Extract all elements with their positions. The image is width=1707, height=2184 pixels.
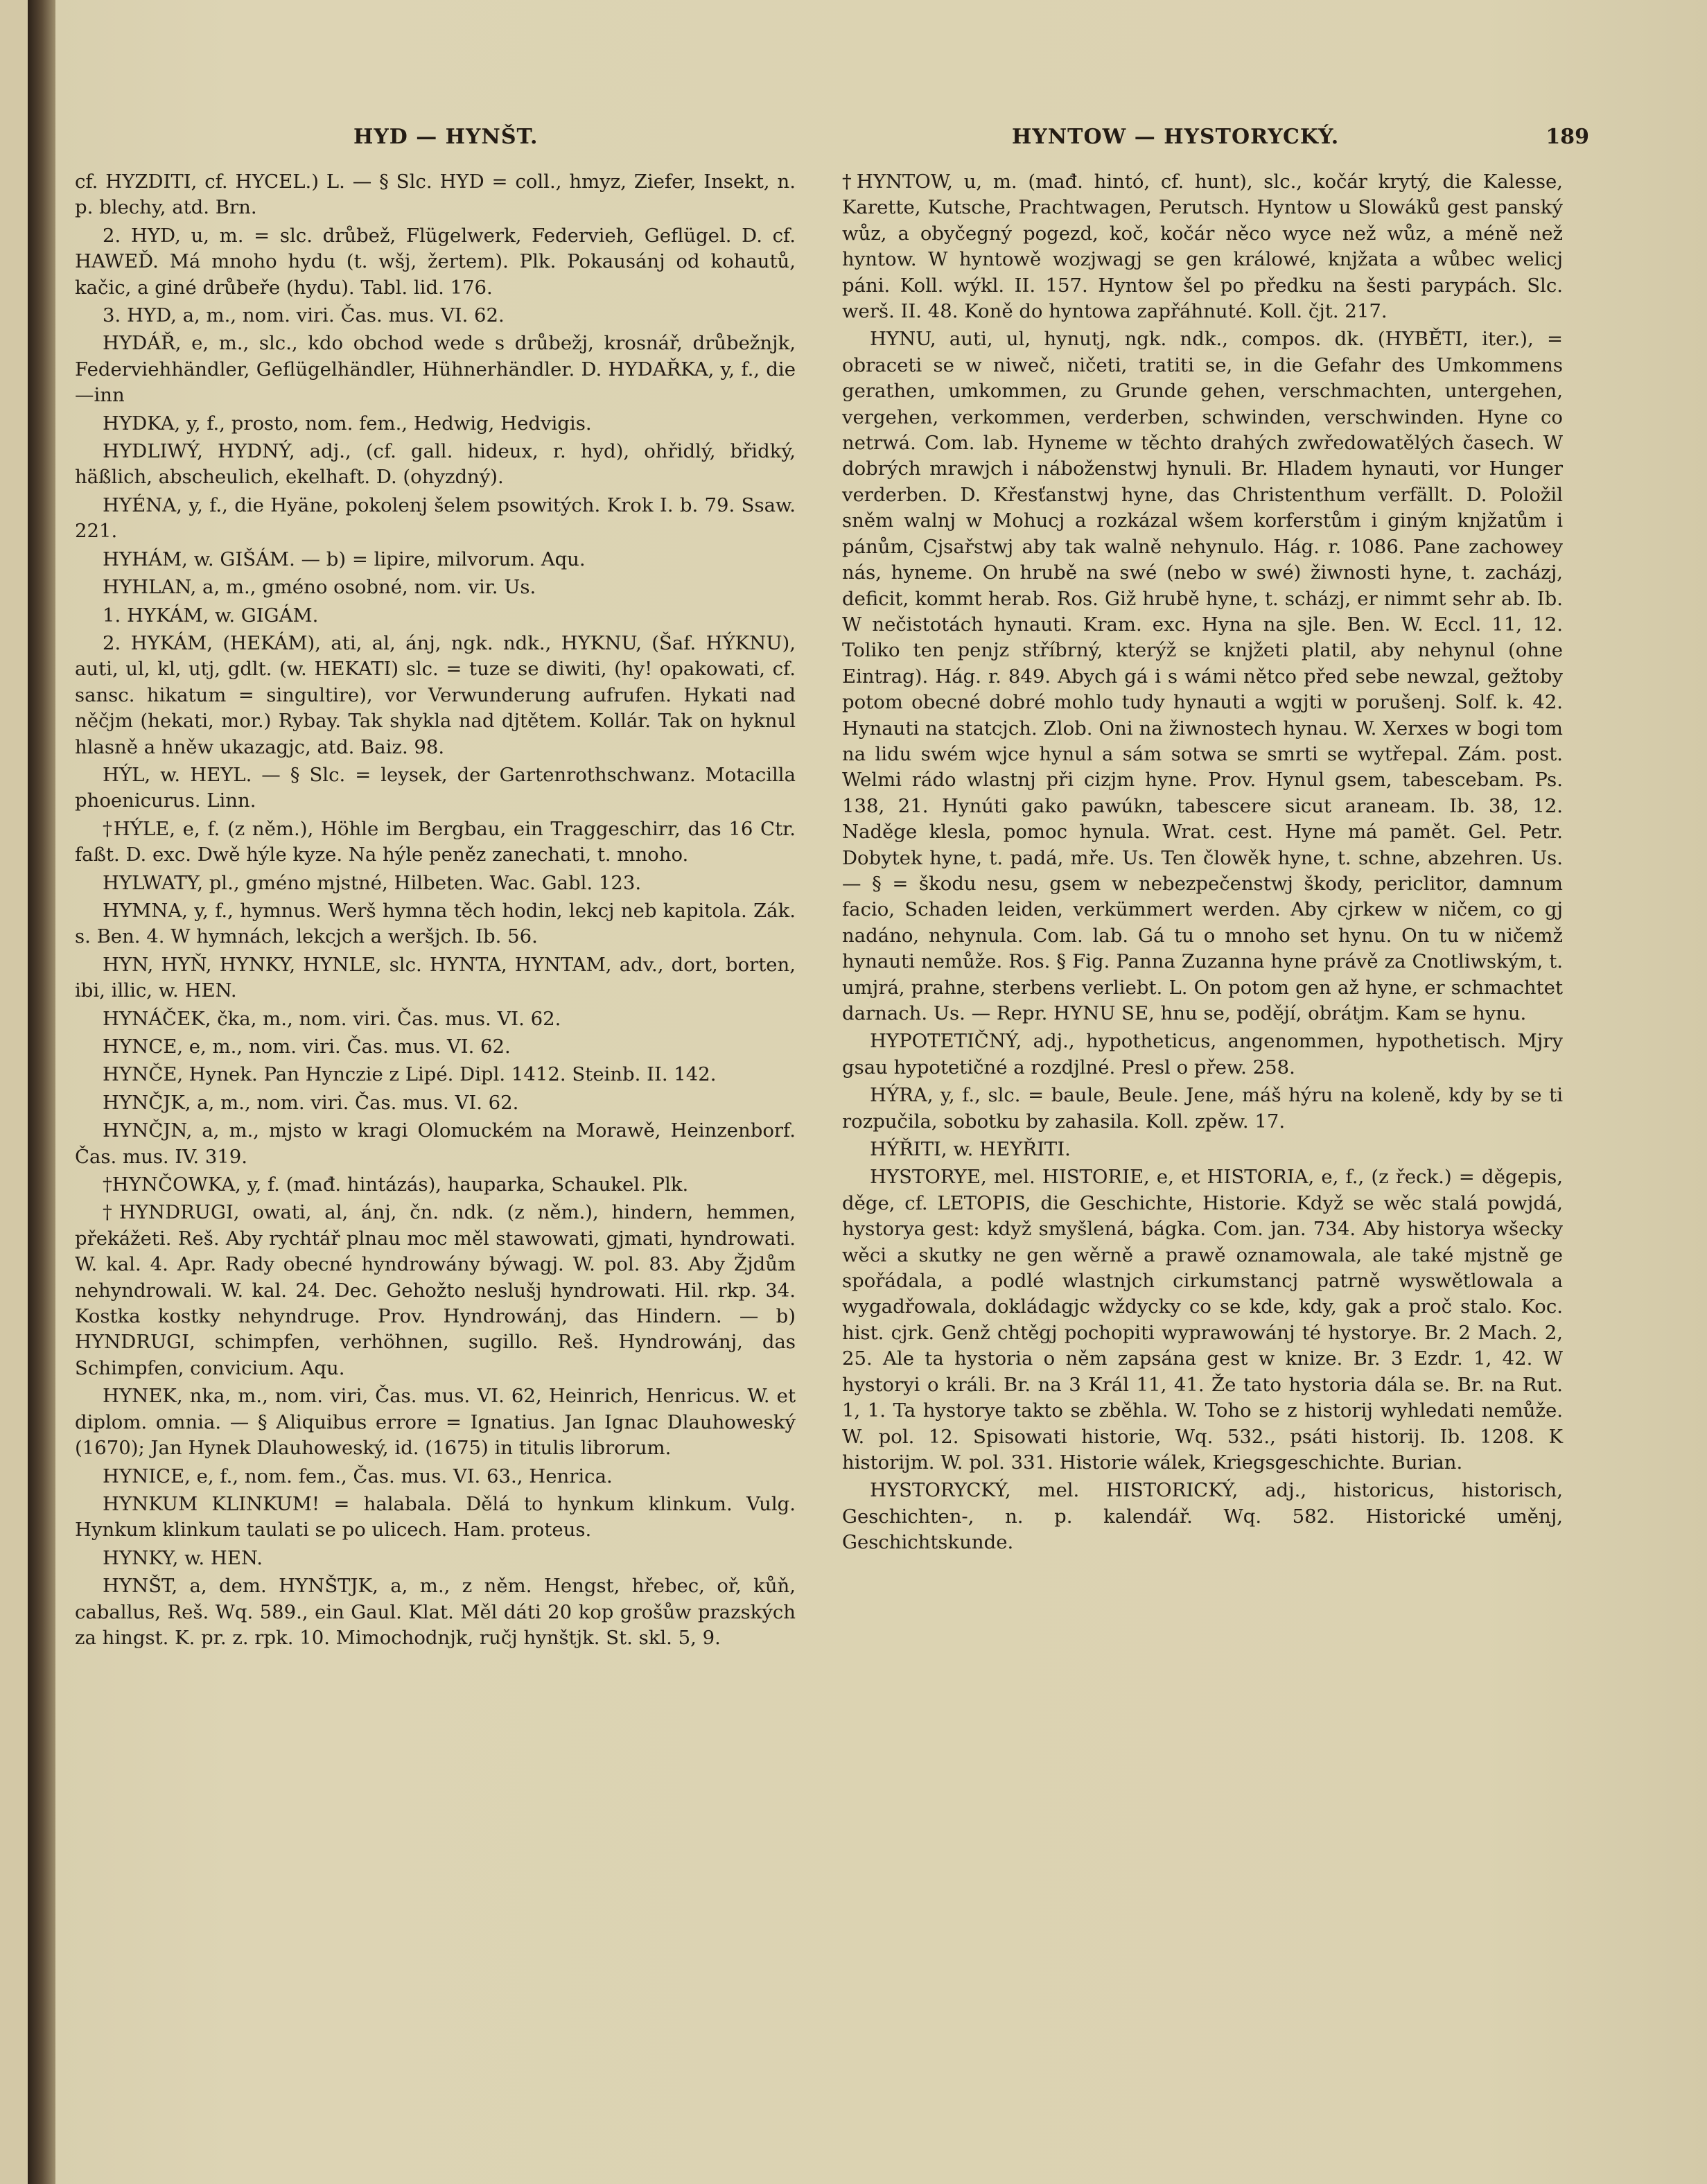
right-column <box>842 169 1563 1558</box>
dictionary-entry: HYNU, auti, ul, hynutj, ngk. ndk., compos. dk. (HYBĚTI, iter.), = obraceti se w niweč, ničeti, tratiti se, in die Gefahr des Umkommens gerathen, umkommen, zu Grunde gehen, verschmachten, untergehen, vergehen, verkommen, verderben, schwinden, verschwinden. Hyne co netrwá. Com. lab. Hyneme w těchto drahých zwředowatělých časech. W dobrých mrawjch i náboženstwj hynuli. Br. Hladem hynauti, vor Hunger verderben. D. Křesťanstwj hyne, das Christenthum verfällt. D. Položil sněm walnj w Mohucj a rozkázal wšem korferstům i giným knjžatům i pánům, Cjsařstwj aby tak walně nehynulo. Hág. r. 1086. Pane zachowey nás, hyneme. On hrubě na swé (nebo w swé) žiwnosti hyne, t. zacházj, deficit, kommt herab. Ros. Giž hrubě hyne, t. scházj, er nimmt sehr ab. Ib. W nečistotách hynauti. Kram. exc. Hyna na sjle. Ben. W. Eccl. 11, 12. Toliko ten penjz stříbrný, kterýž se knjžeti platil, aby nehynul (ohne Eintrag). Hág. r. 849. Abych gá i s wámi nětco před sebe newzal, gežtoby potom obecné dobré mohlo tudy hynauti a wgjti w porušenj. Solf. k. 42. Hynauti na statcjch. Zlob. Oni na žiwnostech hynau. W. Xerxes w bogi tom na lidu swém wjce hynul a sám sotwa se smrti se wytřepal. Zám. post. Welmi rádo wlastnj při cizjm hyne. Prov. Hynul gsem, tabescebam. Ps. 138, 21. Hynúti gako pawúkn, tabescere sicut araneam. Ib. 38, 12. Naděge klesla, pomoc hynula. Wrat. cest. Hyne má pamět. Gel. Petr. Dobytek hyne, t. padá, mře. Us. Ten člowěk hyne, t. schne, abzehren. Us. — § = škodu nesu, gsem w nebezpečenstwj škody, periclitor, damnum facio, Schaden leiden, verkümmert werden. Aby cjrkew w ničem, co gj nadáno, nehynula. Com. lab. Gá tu o mnoho set hynu. On tu w ničemž hynauti nemůže. Ros. § Fig. Panna Zuzanna hyne právě za Cnotliwským, t. umjrá, prahne, sterbens verliebt. L. On potom gen až hyne, er schmachtet darnach. Us. — Repr. HYNU SE, hnu se, podějí, obrátjm. Kam se hynu. <box>842 328 1563 1024</box>
dictionary-entry: HYDKA, y, f., prosto, nom. fem., Hedwig, Hedvigis. <box>103 412 592 435</box>
dictionary-entry: HYDLIWÝ, HYDNÝ, adj., (cf. gall. hideux, r. hyd), ohřidlý, břidký, häßlich, abscheulich, ekelhaft. D. (ohyzdný). <box>75 440 796 489</box>
dictionary-entry: HYNICE, e, f., nom. fem., Čas. mus. VI. 63., Henrica. <box>103 1465 613 1487</box>
dictionary-entry: HYNEK, nka, m., nom. viri, Čas. mus. VI. 62, Heinrich, Henricus. W. et diplom. omnia. — § Aliquibus errore = Ignatius. Jan Ignac Dlauhoweský (1670); Jan Hynek Dlauhoweský, id. (1675) in titulis librorum. <box>75 1385 796 1460</box>
dictionary-entry: †HYNTOW, u, m. (mađ. hintó, cf. hunt), slc., kočár krytý, die Kalesse, Karette, Kutsche, Prachtwagen, Perutsch. Hyntow u Slowáků gest panský wůz, a obyčegný pogezd, koč, kočár něco wyce než wůz, a méně než hyntow. W hyntowě wozjwagj se gen králowé, knjžata a wůbec welicj páni. Koll. wýkl. II. 157. Hyntow šel po předku na šesti parypách. Slc. werš. II. 48. Koně do hyntowa zapřáhnuté. Koll. čjt. 217. <box>842 171 1563 323</box>
dictionary-entry: HYHLAN, a, m., gméno osobné, nom. vir. Us. <box>103 576 536 599</box>
book-gutter <box>28 0 55 2184</box>
running-head-right: HYNTOW — HYSTORYCKÝ. <box>1012 125 1340 149</box>
dictionary-entry: HYSTORYCKÝ, mel. HISTORICKÝ, adj., historicus, historisch, Geschichten-, n. p. kalendář. Wq. 582. Historické uměnj, Geschichtskunde. <box>842 1479 1563 1554</box>
dictionary-entry: HYMNA, y, f., hymnus. Werš hymna těch hodin, lekcj neb kapitola. Zák. s. Ben. 4. W hymnách, lekcjch a weršjch. Ib. 56. <box>75 899 796 948</box>
dictionary-entry: HYNKUM KLINKUM! = halabala. Dělá to hynkum klinkum. Vulg. Hynkum klinkum taulati se po ulicech. Ham. proteus. <box>75 1492 796 1541</box>
dictionary-entry: HYÉNA, y, f., die Hyäne, pokolenj šelem psowitých. Krok I. b. 79. Ssaw. 221. <box>75 493 796 543</box>
dictionary-entry: 2. HYKÁM, (HEKÁM), ati, al, ánj, ngk. ndk., HYKNU, (Šaf. HÝKNU), auti, ul, kl, utj, gdlt. (w. HEKATI) slc. = tuze se diwiti, (hy! opakowati, cf. sansc. hikatum = singultire), vor Verwunderung aufrufen. Hykati nad něčjm (hekati, mor.) Rybay. Tak shykla nad djtětem. Kollár. Tak on hyknul hlasně a hněw ukazagjc, atd. Baiz. 98. <box>75 631 796 758</box>
dictionary-entry: HYNCE, e, m., nom. viri. Čas. mus. VI. 62. <box>103 1036 511 1058</box>
dictionary-entry: †HYNDRUGI, owati, al, ánj, čn. ndk. (z něm.), hindern, hemmen, překážeti. Reš. Aby rychtář plnau moc měl stawowati, gjmati, hyndrowati. W. kal. 4. Apr. Rady obecné hyndrowány býwagj. W. pol. 83. Aby Žjdům nehyndrowali. W. kal. 24. Dec. Gehožto neslušj hyndrowati. Hil. rkp. 34. Kostka kostky nehyndruge. Prov. Hyndrowánj, das Hindern. — b) HYNDRUGI, schimpfen, verhöhnen, sugillo. Reš. Hyndrowánj, das Schimpfen, convicium. Aqu. <box>75 1201 796 1379</box>
dictionary-entry: HÝŘITI, w. HEYŘITI. <box>870 1138 1071 1161</box>
dictionary-entry: HYSTORYE, mel. HISTORIE, e, et HISTORIA, e, f., (z řeck.) = děgepis, děge, cf. LETOPIS, die Geschichte, Historie. Když se wěc stalá powjdá, hystorya gest: když smyšlená, bágka. Com. jan. 734. Aby historya wšecky wěci a skutky ne gen wěrně a prawě oznamowala, ale také mjstně ge spořádala, a podlé wlastnjch cirkumstancj patrně wyswětlowala a wygadřowala, dokládagjc wždycky co se kde, kdy, gak a proč stalo. Koc. hist. cjrk. Genž chtěgj pochopiti wyprawowánj té hystorye. Br. 2 Mach. 2, 25. Ale ta hystoria o něm zapsána gest w knize. Br. 3 Ezdr. 1, 42. W hystoryi o králi. Br. na 3 Král 11, 41. Že tato hystoria dála se. Br. na Rut. 1, 1. Ta hystorye takto se zběhla. W. Toho se z historij wyhledati nemůže. W. pol. 12. Spisowati historie, Wq. 532., psáti historij. Ib. 1208. K historijm. W. pol. 331. Historie wálek, Kriegsgeschichte. Burian. <box>842 1166 1563 1474</box>
page-number: 189 <box>1546 125 1589 149</box>
dictionary-entry: HÝRA, y, f., slc. = baule, Beule. Jene, máš hýru na koleně, kdy by se ti rozpučila, sobotku by zahasila. Koll. zpěw. 17. <box>842 1084 1563 1133</box>
dictionary-entry: HYNKY, w. HEN. <box>103 1546 263 1569</box>
dictionary-entry: 1. HYKÁM, w. GIGÁM. <box>103 604 319 627</box>
dictionary-entry: HYLWATY, pl., gméno mjstné, Hilbeten. Wac. Gabl. 123. <box>103 871 642 894</box>
dictionary-entry: HYNČJN, a, m., mjsto w kragi Olomuckém na Morawě, Heinzenborf. Čas. mus. IV. 319. <box>75 1119 796 1168</box>
left-column <box>75 169 796 1653</box>
dictionary-entry: cf. HYZDITI, cf. HYCEL.) L. — § Slc. HYD = coll., hmyz, Ziefer, Insekt, n. p. blechy, atd. Brn. <box>75 171 796 219</box>
dictionary-entry: †HYNČOWKA, y, f. (mađ. hintázás), hauparka, Schaukel. Plk. <box>103 1173 689 1196</box>
dictionary-entry: HÝL, w. HEYL. — § Slc. = leysek, der Gartenrothschwanz. Motacilla phoenicurus. Linn. <box>75 763 796 812</box>
dictionary-entry: †HÝLE, e, f. (z něm.), Höhle im Bergbau, ein Traggeschirr, das 16 Ctr. faßt. D. exc. Dwě hýle kyze. Na hýle peněz zanechati, t. mnoho. <box>75 817 796 866</box>
dictionary-entry: HYN, HYŇ, HYNKY, HYNLE, slc. HYNTA, HYNTAM, adv., dort, borten, ibi, illic, w. HEN. <box>75 953 796 1002</box>
running-head-left: HYD — HYNŠT. <box>353 125 539 149</box>
dictionary-page <box>28 0 1707 2184</box>
dictionary-entry: HYNŠT, a, dem. HYNŠTJK, a, m., z něm. Hengst, hřebec, oř, kůň, caballus, Reš. Wq. 589., ein Gaul. Klat. Měl dáti 20 kop grošůw prazských za hingst. K. pr. z. rpk. 10. Mimochodnjk, ručj hynštjk. St. skl. 5, 9. <box>75 1575 796 1649</box>
dictionary-entry: HYPOTETIČNÝ, adj., hypotheticus, angenommen, hypothetisch. Mjry gsau hypotetičné a rozdjlné. Presl o přew. 258. <box>842 1030 1563 1078</box>
dictionary-entry: HYHÁM, w. GIŠÁM. — b) = lipire, milvorum. Aqu. <box>103 548 586 570</box>
dictionary-entry: 2. HYD, u, m. = slc. drůbež, Flügelwerk, Federvieh, Geflügel. D. cf. HAWEĎ. Má mnoho hydu (t. wšj, žertem). Plk. Pokausánj od kohautů, kačic, a giné drůbeře (hydu). Tabl. lid. 176. <box>75 224 796 299</box>
dictionary-entry: HYDÁŘ, e, m., slc., kdo obchod wede s drůbežj, krosnář, drůbežnjk, Federviehhändler, Geflügelhändler, Hühnerhändler. D. HYDAŘKA, y, f., die —inn <box>75 332 796 407</box>
dictionary-entry: HYNČJK, a, m., nom. viri. Čas. mus. VI. 62. <box>103 1091 519 1114</box>
dictionary-entry: 3. HYD, a, m., nom. viri. Čas. mus. VI. 62. <box>103 304 505 327</box>
dictionary-entry: HYNČE, Hynek. Pan Hynczie z Lipé. Dipl. 1412. Steinb. II. 142. <box>103 1063 717 1086</box>
dictionary-entry: HYNÁČEK, čka, m., nom. viri. Čas. mus. VI. 62. <box>103 1007 561 1030</box>
